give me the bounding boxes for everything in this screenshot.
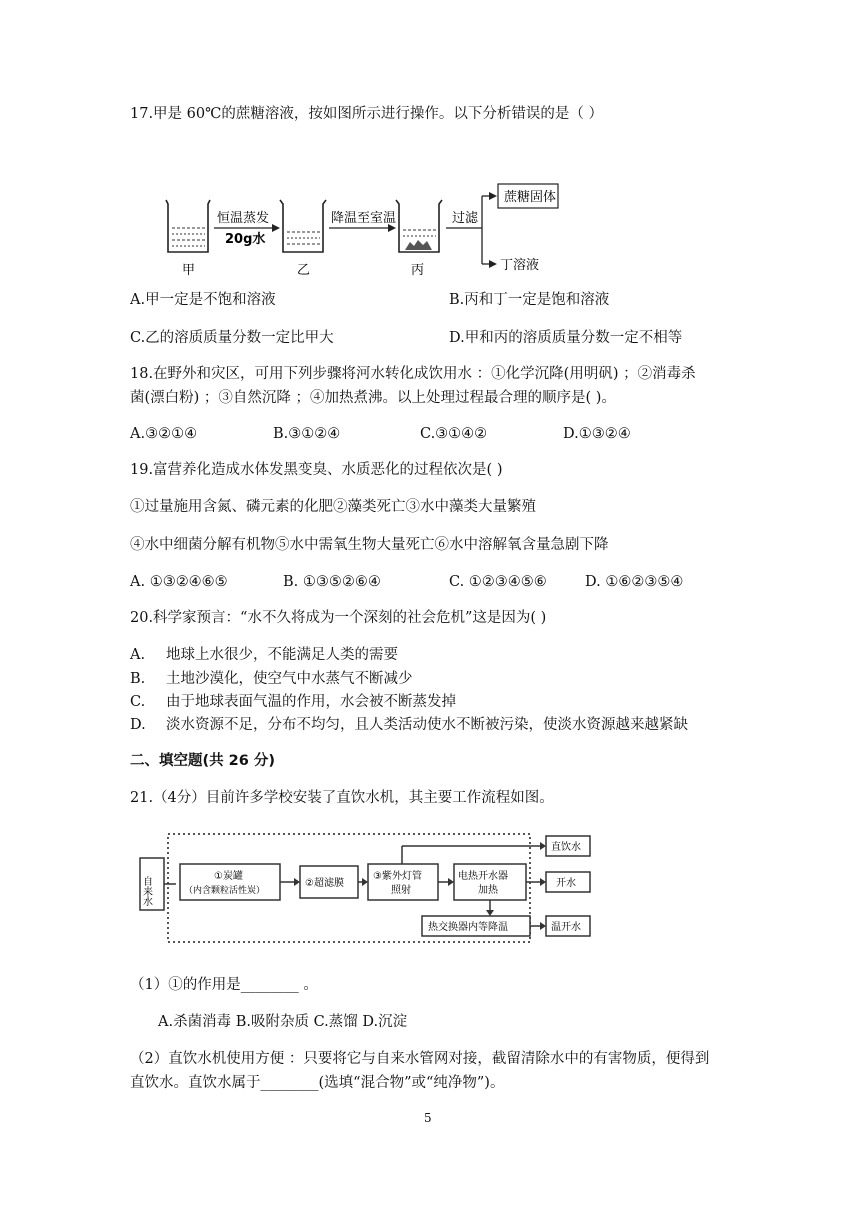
q20-stem: 20.科学家预言：“水不久将成为一个深刻的社会危机”这是因为( ) xyxy=(130,610,547,626)
step1-bottom-label: 20g水 xyxy=(225,232,266,247)
output-solution-label: 丁溶液 xyxy=(500,258,540,273)
flow-box4-line2: 加热 xyxy=(478,885,498,896)
page-number: 5 xyxy=(424,1111,432,1125)
q20-option-a-letter: A. xyxy=(130,647,146,663)
q19-line2: ④水中细菌分解有机物⑤水中需氧生物大量死亡⑥水中溶解氧含量急剧下降 xyxy=(130,537,609,553)
beaker-jia xyxy=(166,200,210,252)
flow-output-direct-label: 直饮水 xyxy=(551,842,581,853)
q20-option-d-letter: D. xyxy=(130,717,146,733)
step3-label: 过滤 xyxy=(452,211,479,226)
q17-option-a: A.甲一定是不饱和溶液 xyxy=(130,292,276,308)
q17-stem: 17.甲是 60℃的蔗糖溶液，按如图所示进行操作。以下分析错误的是（ ） xyxy=(130,106,603,122)
flow-box1-line1: ①炭罐 xyxy=(214,871,243,882)
q20-option-c-letter: C. xyxy=(130,694,146,710)
beaker-yi-label: 乙 xyxy=(297,263,311,278)
q20-option-b-letter: B. xyxy=(130,671,146,687)
q21-sub1: （1）①的作用是________ 。 xyxy=(130,977,318,993)
q17-option-b: B.丙和丁一定是饱和溶液 xyxy=(449,292,610,308)
q18-stem-line2: 菌(漂白粉) ；③自然沉降 ；④加热煮沸。以上处理过程最合理的顺序是( )。 xyxy=(130,390,616,406)
beaker-bing-label: 丙 xyxy=(411,263,425,278)
q21-sub2-line2: 直饮水。直饮水属于________(选填“混合物”或“纯净物”)。 xyxy=(130,1075,505,1091)
flow-source-label: 自来水 xyxy=(140,876,152,906)
q21-flow-diagram xyxy=(0,826,860,946)
q19-line1: ①过量施用含氮、磷元素的化肥②藻类死亡③水中藻类大量繁殖 xyxy=(130,499,536,515)
flow-box3-line1: ③紫外灯管 xyxy=(373,871,422,882)
flow-output-boiling-label: 开水 xyxy=(556,878,576,889)
q17-option-d: D.甲和丙的溶质质量分数一定不相等 xyxy=(449,330,683,346)
q19-stem: 19.富营养化造成水体发黑变臭、水质恶化的过程依次是( ) xyxy=(130,462,503,478)
beaker-bing xyxy=(396,200,442,252)
q18-stem-line1: 18.在野外和灾区，可用下列步骤将河水转化成饮用水 ：①化学沉降(用明矾) ；②消毒杀 xyxy=(130,366,696,382)
q19-option-d: D. ①⑥②③⑤④ xyxy=(585,574,684,590)
flow-box1-line2: （内含颗粒活性炭） xyxy=(184,886,266,896)
flow-box2-label: ②超滤膜 xyxy=(305,878,344,889)
section-heading: 二、填空题(共 26 分) xyxy=(130,753,276,769)
output-solid-label: 蔗糖固体 xyxy=(504,190,557,205)
flow-output-warm-label: 温开水 xyxy=(551,922,581,933)
q18-option-d: D.①③②④ xyxy=(563,426,631,442)
q19-option-a: A. ①③②④⑥⑤ xyxy=(130,574,228,590)
q19-option-b: B. ①③⑤②⑥④ xyxy=(283,574,381,590)
q18-option-a: A.③②①④ xyxy=(130,426,198,442)
q20-option-a: 地球上水很少，不能满足人类的需要 xyxy=(166,647,398,663)
q21-sub1-options: A.杀菌消毒 B.吸附杂质 C.蒸馏 D.沉淀 xyxy=(158,1014,408,1030)
beaker-jia-label: 甲 xyxy=(182,263,196,278)
step1-top-label: 恒温蒸发 xyxy=(217,211,270,226)
flow-box5-label: 热交换器内等降温 xyxy=(428,922,508,933)
q20-option-b: 土地沙漠化，使空气中水蒸气不断减少 xyxy=(166,671,413,687)
q21-stem: 21.（4分）目前许多学校安装了直饮水机，其主要工作流程如图。 xyxy=(130,790,554,806)
q21-sub2-line1: （2）直饮水机使用方便 ：只要将它与自来水管网对接，截留清除水中的有害物质，便得到 xyxy=(130,1051,710,1067)
q17-diagram xyxy=(0,180,860,290)
beaker-yi xyxy=(280,200,326,252)
q17-option-c: C.乙的溶质质量分数一定比甲大 xyxy=(130,330,334,346)
step2-label: 降温至室温 xyxy=(331,211,397,226)
q19-option-c: C. ①②③④⑤⑥ xyxy=(449,574,547,590)
flow-box4-line1: 电热开水器 xyxy=(458,871,508,882)
q20-option-d: 淡水资源不足，分布不均匀，且人类活动使水不断被污染，使淡水资源越来越紧缺 xyxy=(166,717,688,733)
q20-option-c: 由于地球表面气温的作用，水会被不断蒸发掉 xyxy=(166,694,456,710)
q18-option-c: C.③①④② xyxy=(420,426,488,442)
q18-option-b: B.③①②④ xyxy=(273,426,341,442)
flow-box3-line2: 照射 xyxy=(391,885,411,896)
